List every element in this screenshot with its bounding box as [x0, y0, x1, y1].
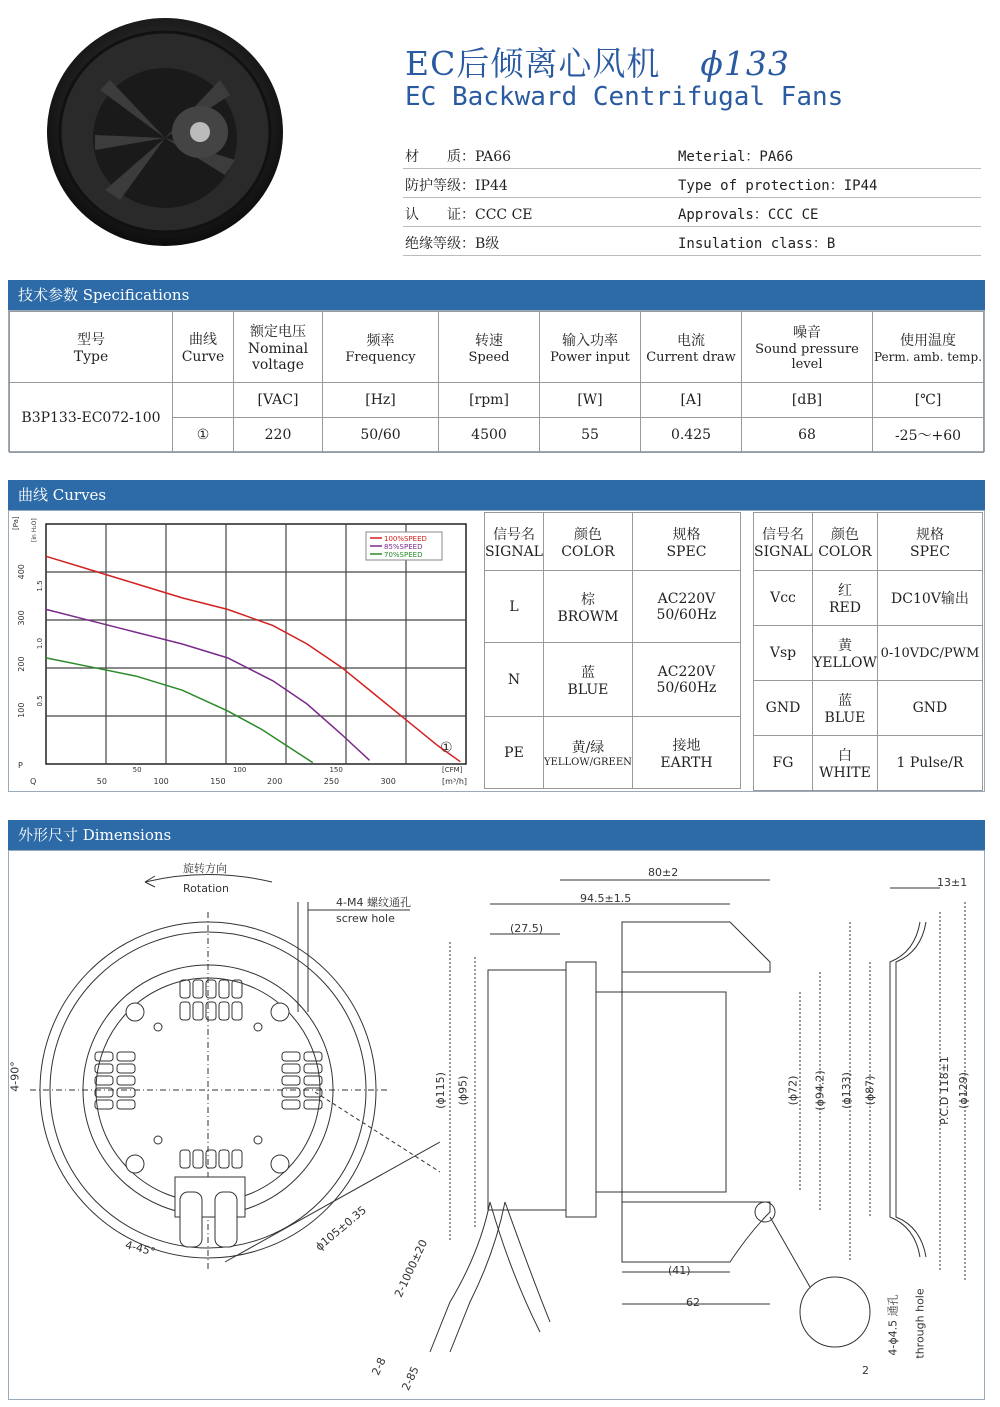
prop-row: 绝缘等级：B级 Insulation class：B: [403, 227, 981, 256]
section-dims-header: 外形尺寸 Dimensions: [8, 820, 985, 850]
cfm-tick-label: 50: [132, 766, 142, 774]
dimension-labels: 旋转方向 Rotation 4-M4 螺纹通孔 screw hole 4-90° 4-45° ϕ105±0.35 2-1000±20 2-8 2-85 80±2 94.5±1.5 (27.5) (ϕ115) (ϕ95) (ϕ72) (ϕ94.2) (ϕ133) (41) 62 13±1 (ϕ87) P.C.D 118±1 (ϕ129) 4-ϕ4.5 通孔 through hole 2: [8, 862, 970, 1393]
inh2o-tick-label: 0.5: [36, 695, 44, 707]
fan-photo: [40, 10, 290, 255]
q-label: Q: [30, 777, 37, 786]
prop-row: 材 质：PA66 Meterial：PA66: [403, 140, 981, 169]
y-tick-label: 100: [17, 702, 26, 718]
cfm-tick-label: 100: [232, 766, 247, 774]
x-tick-label: 300: [380, 777, 396, 786]
p-label: P: [18, 761, 23, 770]
inh2o-tick-label: 1.5: [36, 580, 44, 592]
x-tick-label: 250: [323, 777, 340, 786]
model-cell: B3P133-EC072-100: [10, 383, 173, 453]
table-row: L 棕 BROWM AC220V 50/60Hz: [485, 571, 741, 643]
y-tick-label: 300: [17, 610, 26, 626]
y-tick-label: 200: [17, 656, 26, 672]
curve-mark: ①: [440, 740, 453, 756]
product-title-cn: EC后倾离心风机 ϕ133: [405, 44, 790, 83]
series-line: [46, 658, 313, 763]
y-tick-label: 400: [17, 564, 26, 580]
section-curves-header: 曲线 Curves: [8, 480, 985, 510]
series-line: [46, 609, 370, 760]
properties-list: [403, 140, 981, 256]
signal-table-right: 信号名 SIGNAL 颜色 COLOR 规格 SPEC Vcc 红 RED DC10V输出 Vsp 黄 YELLOW 0-10VDC/PWM GND 蓝 BLUE GND FG 白 WHITE 1 Pulse/R: [753, 512, 983, 791]
table-row: PE 黄/绿 YELLOW/GREEN 接地 EARTH: [485, 717, 741, 789]
section-specs-header: 技术参数 Specifications: [8, 280, 985, 310]
x-tick-label: 150: [210, 777, 226, 786]
cfm-unit-label: [CFM]: [442, 766, 463, 774]
table-row: FG 白 WHITE 1 Pulse/R: [754, 736, 983, 791]
x-unit-label: [m³/h]: [442, 777, 468, 786]
spec-table: 型号 Type 曲线 Curve 额定电压 Nominal voltage 频率 Frequency 转速 Speed 输入功率 Power input 电流 Current draw 噪音 Sound pressure level 使用温度 Perm. amb. temp. B3P133-EC072-100 [VAC] [Hz] [rpm] [W] [A] [dB] [℃] ① 220 50/60 4500 55 0.425 68 -25～+60: [9, 311, 984, 453]
legend-label: 100%SPEED: [384, 535, 427, 543]
legend-label: 70%SPEED: [384, 551, 423, 559]
table-row: N 蓝 BLUE AC220V 50/60Hz: [485, 643, 741, 717]
performance-chart: [10, 512, 472, 794]
x-tick-label: 50: [96, 777, 107, 786]
prop-row: 防护等级：IP44 Type of protection：IP44: [403, 169, 981, 198]
cfm-tick-label: 150: [329, 766, 343, 774]
x-tick-label: 200: [267, 777, 283, 786]
table-row: Vcc 红 RED DC10V输出: [754, 571, 983, 626]
product-model: ϕ133: [700, 44, 790, 83]
table-row: GND 蓝 BLUE GND: [754, 681, 983, 736]
series-line: [46, 556, 460, 761]
y-unit-label: [Pa]: [12, 516, 20, 530]
product-title-en: EC Backward Centrifugal Fans: [405, 82, 844, 112]
legend-label: 85%SPEED: [384, 543, 423, 551]
prop-row: 认 证：CCC CE Approvals：CCC CE: [403, 198, 981, 227]
inh2o-tick-label: 1.0: [36, 637, 44, 650]
spec-frame: [8, 310, 985, 452]
signal-table-left: 信号名 SIGNAL 颜色 COLOR 规格 SPEC L 棕 BROWM AC220V 50/60Hz N 蓝 BLUE AC220V 50/60Hz PE 黄/绿 YELLOW/GREEN 接地 EARTH: [484, 512, 741, 789]
inh2o-unit-label: [in H₂O]: [31, 518, 38, 542]
table-row: Vsp 黄 YELLOW 0-10VDC/PWM: [754, 626, 983, 681]
x-tick-label: 100: [153, 777, 169, 786]
